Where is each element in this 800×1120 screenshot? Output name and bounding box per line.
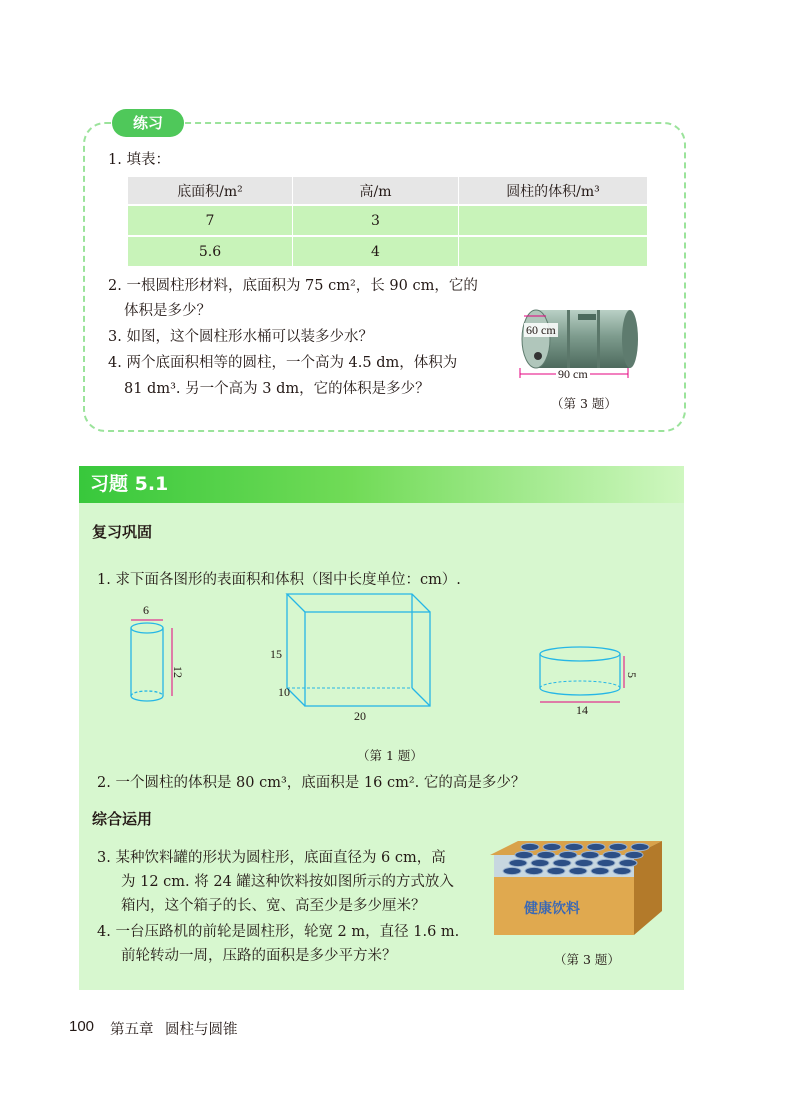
barrel-hoop <box>597 310 600 368</box>
can-top <box>559 851 577 858</box>
chapter-title: 圆柱与圆锥 <box>165 1022 238 1038</box>
practice-tag: 练习 <box>112 109 184 137</box>
barrel-figure <box>512 298 642 388</box>
can-top <box>591 867 609 874</box>
can-top <box>619 859 637 866</box>
barrel-end <box>622 310 638 368</box>
fill-table <box>128 177 648 266</box>
exercise-q3-line1: 3. 某种饮料罐的形状为圆柱形，底面直径为 6 cm，高 <box>97 850 446 866</box>
page-number: 100 <box>69 1018 95 1035</box>
exercise-q4-line1: 4. 一台压路机的前轮是圆柱形，轮宽 2 m，直径 1.6 m. <box>97 924 460 940</box>
barrel-hoop <box>567 310 570 368</box>
practice-q4-line1: 4. 两个底面积相等的圆柱，一个高为 4.5 dm，体积为 <box>108 355 458 371</box>
fill-table-wrap <box>128 177 648 266</box>
can-top <box>569 867 587 874</box>
can-top <box>631 843 649 850</box>
can-top <box>509 859 527 866</box>
exercise-q2: 2. 一个圆柱的体积是 80 cm³，底面积是 16 cm². 它的高是多少？ <box>97 775 526 791</box>
table-cell <box>459 205 648 236</box>
can-top <box>547 867 565 874</box>
cyl2-side-label: 5 <box>625 672 639 678</box>
barrel-plug <box>534 352 542 360</box>
cyl2-bottom-label: 14 <box>576 703 588 717</box>
can-top <box>553 859 571 866</box>
table-header: 高/m <box>293 177 459 205</box>
practice-q2-line2: 体积是多少？ <box>124 303 211 319</box>
barrel-cap <box>578 314 596 320</box>
tall-cylinder <box>131 620 172 701</box>
can-top <box>565 843 583 850</box>
can-top <box>603 851 621 858</box>
figure-3-caption: （第 3 题） <box>554 952 620 967</box>
length-label: 90 cm <box>558 367 588 381</box>
diameter-label: 60 cm <box>526 323 556 337</box>
table-cell <box>459 236 648 266</box>
section-heading-application: 综合运用 <box>92 810 153 828</box>
box-width-label: 20 <box>354 709 366 723</box>
can-top <box>531 859 549 866</box>
can-top <box>503 867 521 874</box>
can-top <box>609 843 627 850</box>
exercise-q3-line3: 箱内，这个箱子的长、宽、高至少是多少厘米？ <box>121 898 426 914</box>
exercise-title: 习题 5.1 <box>90 473 169 495</box>
table-cell: 5.6 <box>128 236 293 266</box>
short-cylinder <box>540 647 624 702</box>
can-top <box>515 851 533 858</box>
box-height-label: 15 <box>270 647 282 661</box>
exercise-q4-line2: 前轮转动一周，压路的面积是多少平方米？ <box>121 948 397 964</box>
can-top <box>581 851 599 858</box>
rectangular-box <box>287 594 430 706</box>
chapter-label: 第五章 <box>110 1022 154 1038</box>
can-top <box>537 851 555 858</box>
exercise-q1: 1. 求下面各图形的表面积和体积（图中长度单位：cm）. <box>97 572 461 588</box>
box-depth-label: 10 <box>278 685 290 699</box>
crate-label: 健康饮料 <box>524 901 580 917</box>
figure-1-caption: （第 1 题） <box>357 748 423 763</box>
can-top <box>625 851 643 858</box>
table-header: 圆柱的体积/m³ <box>459 177 648 205</box>
practice-fig-caption: （第 3 题） <box>551 396 617 411</box>
can-top <box>575 859 593 866</box>
can-top <box>543 843 561 850</box>
exercise-q3-line2: 为 12 cm. 将 24 罐这种饮料按如图所示的方式放入 <box>121 874 454 890</box>
figure-1-shapes <box>110 590 650 730</box>
table-row <box>128 205 648 236</box>
practice-q2-line1: 2. 一根圆柱形材料，底面积为 75 cm²，长 90 cm，它的 <box>108 278 478 294</box>
table-cell: 7 <box>128 205 293 236</box>
drink-crate-figure <box>490 833 665 941</box>
table-row <box>128 236 648 266</box>
cyl1-top-label: 6 <box>143 603 149 617</box>
table-header-row <box>128 177 648 205</box>
practice-q3: 3. 如图，这个圆柱形水桶可以装多少水？ <box>108 329 373 345</box>
can-top <box>613 867 631 874</box>
cyl1-side-label: 12 <box>171 666 185 678</box>
can-top <box>525 867 543 874</box>
practice-q4-line2: 81 dm³. 另一个高为 3 dm，它的体积是多少？ <box>124 381 430 397</box>
section-heading-review: 复习巩固 <box>92 523 153 541</box>
can-top <box>521 843 539 850</box>
practice-q1: 1. 填表： <box>108 152 170 168</box>
table-cell: 3 <box>293 205 459 236</box>
can-top <box>597 859 615 866</box>
table-cell: 4 <box>293 236 459 266</box>
table-header: 底面积/m² <box>128 177 293 205</box>
exercise-title-band <box>79 466 684 503</box>
can-top <box>587 843 605 850</box>
